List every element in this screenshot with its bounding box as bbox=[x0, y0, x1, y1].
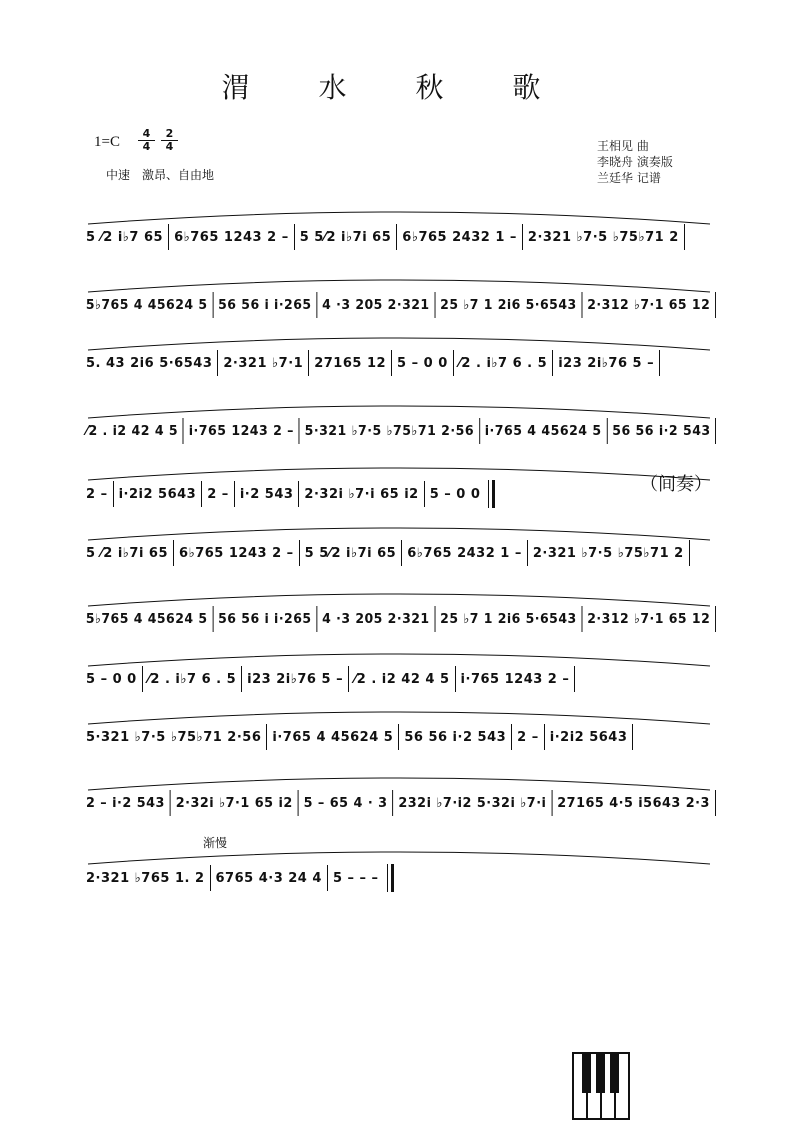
measure: 27165 12 bbox=[314, 355, 387, 371]
measure: i·765 4 45624 5 bbox=[484, 423, 602, 439]
measure: 56 56 i i·265 bbox=[218, 297, 312, 313]
measure: i·765 1243 2 – bbox=[460, 671, 570, 687]
staff-line bbox=[82, 462, 716, 510]
performer-credit: 李晓舟 演奏版 bbox=[597, 155, 673, 169]
barline bbox=[348, 666, 349, 692]
measure: 4 ·3 205 2·321 bbox=[322, 611, 430, 627]
barline bbox=[715, 790, 716, 816]
measure: 5♭765 4 45624 5 bbox=[85, 297, 208, 313]
measure: 6♭765 2432 1 – bbox=[402, 229, 517, 245]
barline bbox=[582, 292, 583, 318]
measure: 2·321 ♭765 1. 2 bbox=[86, 870, 205, 886]
barline bbox=[659, 350, 660, 376]
barline bbox=[217, 350, 218, 376]
barline bbox=[210, 865, 211, 891]
barline bbox=[168, 224, 169, 250]
barline bbox=[396, 224, 397, 250]
measure: 2·321 ♭7·5 ♭75♭71 2 bbox=[527, 229, 679, 245]
barline bbox=[715, 292, 716, 318]
barline bbox=[299, 418, 300, 444]
staff-line bbox=[82, 648, 716, 696]
barline bbox=[113, 481, 114, 507]
barline bbox=[424, 481, 425, 507]
measure: ⁄2 . i♭7 6 . 5 bbox=[147, 671, 237, 687]
barline bbox=[298, 790, 299, 816]
barline bbox=[455, 666, 456, 692]
measure: i·765 1243 2 – bbox=[188, 423, 294, 439]
measure: 5 5⁄2 i♭7i 65 bbox=[299, 229, 392, 245]
measure: 6♭765 1243 2 – bbox=[179, 545, 294, 561]
staff-line bbox=[82, 332, 716, 380]
measure: 2·32i ♭7·1 65 i2 bbox=[175, 795, 293, 811]
slur-arc bbox=[82, 462, 716, 482]
piano-keys-logo-icon bbox=[572, 1052, 632, 1121]
measure: 5 – 0 0 bbox=[397, 355, 448, 371]
slur-arc bbox=[82, 648, 716, 668]
barline bbox=[266, 724, 267, 750]
barline bbox=[511, 724, 512, 750]
slur-arc bbox=[82, 332, 716, 352]
staff-line bbox=[82, 846, 716, 894]
barline bbox=[173, 540, 174, 566]
barline bbox=[294, 224, 295, 250]
slur-arc bbox=[82, 588, 716, 608]
slur-arc bbox=[82, 706, 716, 726]
measure: 27165 4·5 i5643 2·3 bbox=[557, 795, 710, 811]
measure: 25 ♭7 1 2i6 5·6543 bbox=[440, 297, 577, 313]
barline bbox=[716, 418, 717, 444]
measure: i·2i2 5643 bbox=[118, 486, 197, 502]
staff-line bbox=[82, 706, 716, 754]
final-barline bbox=[488, 480, 495, 508]
measure: 6♭765 2432 1 – bbox=[407, 545, 522, 561]
slur-arc bbox=[82, 846, 716, 866]
interlude-label: （间奏） bbox=[640, 474, 712, 495]
barline bbox=[401, 540, 402, 566]
measure: 5. 43 2i6 5·6543 bbox=[86, 355, 213, 371]
measure: i·2i2 5643 bbox=[549, 729, 628, 745]
measure: 5 5⁄2 i♭7i 65 bbox=[304, 545, 397, 561]
barline bbox=[298, 481, 299, 507]
measure: 2·321 ♭7·5 ♭75♭71 2 bbox=[532, 545, 684, 561]
meter-4-4 bbox=[138, 128, 155, 153]
staff-line bbox=[82, 274, 716, 322]
barline bbox=[299, 540, 300, 566]
barline bbox=[689, 540, 690, 566]
measure: 5 – 0 0 bbox=[86, 671, 137, 687]
barline bbox=[241, 666, 242, 692]
staff-line bbox=[82, 206, 716, 254]
barline bbox=[522, 224, 523, 250]
barline bbox=[398, 724, 399, 750]
credits bbox=[597, 138, 673, 186]
composer-credit: 王相见 曲 bbox=[597, 139, 649, 153]
barline bbox=[234, 481, 235, 507]
barline bbox=[142, 666, 143, 692]
ritardando-marking: 渐慢 bbox=[203, 836, 228, 850]
measure: ⁄2 . i2 42 4 5 bbox=[85, 423, 179, 439]
meter-denominator: 4 bbox=[142, 140, 151, 153]
meter-numerator: 4 bbox=[142, 127, 151, 140]
measure: 232i ♭7·i2 5·32i ♭7·i bbox=[398, 795, 547, 811]
barline bbox=[606, 418, 607, 444]
transcriber-credit: 兰廷华 记谱 bbox=[597, 171, 661, 185]
final-barline bbox=[387, 864, 394, 892]
barline bbox=[308, 350, 309, 376]
meter-denominator: 4 bbox=[165, 140, 174, 153]
measure: 5♭765 4 45624 5 bbox=[85, 611, 208, 627]
measure: 2 – bbox=[517, 729, 539, 745]
measure: 6♭765 1243 2 – bbox=[174, 229, 289, 245]
staff-line bbox=[82, 772, 716, 820]
barline bbox=[544, 724, 545, 750]
measure: i·765 4 45624 5 bbox=[272, 729, 394, 745]
measure: 5 – – – bbox=[332, 870, 379, 886]
barline bbox=[632, 724, 633, 750]
slur-arc bbox=[82, 206, 716, 226]
barline bbox=[684, 224, 685, 250]
measure: 2·312 ♭7·1 65 12 bbox=[587, 297, 711, 313]
measure: 5·321 ♭7·5 ♭75♭71 2·56 bbox=[304, 423, 475, 439]
measure: i·2 543 bbox=[239, 486, 294, 502]
slur-arc bbox=[82, 522, 716, 542]
measure: 4 ·3 205 2·321 bbox=[322, 297, 430, 313]
barline bbox=[551, 790, 552, 816]
measure: ⁄2 . i2 42 4 5 bbox=[354, 671, 450, 687]
key-signature: 1=C bbox=[94, 134, 120, 150]
barline bbox=[392, 790, 393, 816]
measure: 2·32i ♭7·i 65 i2 bbox=[304, 486, 419, 502]
staff-line bbox=[82, 400, 716, 448]
time-signatures bbox=[138, 128, 178, 153]
barline bbox=[434, 292, 435, 318]
measure: 5·321 ♭7·5 ♭75♭71 2·56 bbox=[86, 729, 262, 745]
barline bbox=[479, 418, 480, 444]
barline bbox=[453, 350, 454, 376]
barline bbox=[574, 666, 575, 692]
barline bbox=[434, 606, 435, 632]
tempo-marking: 中速 激昂、自由地 bbox=[106, 168, 215, 182]
slur-arc bbox=[82, 274, 716, 294]
measure: 6765 4·3 24 4 bbox=[215, 870, 322, 886]
barline bbox=[212, 292, 213, 318]
barline bbox=[212, 606, 213, 632]
barline bbox=[201, 481, 202, 507]
measure: 5 – 65 4 · 3 bbox=[303, 795, 388, 811]
barline bbox=[391, 350, 392, 376]
barline bbox=[715, 606, 716, 632]
barline bbox=[552, 350, 553, 376]
score-title: 渭 水 秋 歌 bbox=[221, 71, 571, 104]
measure: 5 – 0 0 bbox=[429, 486, 481, 502]
measure: 25 ♭7 1 2i6 5·6543 bbox=[440, 611, 577, 627]
barline bbox=[527, 540, 528, 566]
measure: 2·321 ♭7·1 bbox=[223, 355, 304, 371]
measure: 5 ⁄2 i♭7i 65 bbox=[86, 545, 169, 561]
barline bbox=[316, 606, 317, 632]
slur-arc bbox=[82, 772, 716, 792]
barline bbox=[170, 790, 171, 816]
barline bbox=[582, 606, 583, 632]
measure: 56 56 i i·265 bbox=[218, 611, 312, 627]
barline bbox=[183, 418, 184, 444]
slur-arc bbox=[82, 400, 716, 420]
barline bbox=[327, 865, 328, 891]
staff-line bbox=[82, 522, 716, 570]
meter-numerator: 2 bbox=[165, 127, 174, 140]
measure: i23 2i♭76 5 – bbox=[247, 671, 344, 687]
measure: 56 56 i·2 543 bbox=[612, 423, 711, 439]
measure: i23 2i♭76 5 – bbox=[558, 355, 655, 371]
measure: 2 – i·2 543 bbox=[85, 795, 165, 811]
staff-line bbox=[82, 588, 716, 636]
measure: 2 – bbox=[86, 486, 108, 502]
measure: ⁄2 . i♭7 6 . 5 bbox=[458, 355, 548, 371]
barline bbox=[316, 292, 317, 318]
measure: 2 – bbox=[207, 486, 229, 502]
measure: 56 56 i·2 543 bbox=[404, 729, 507, 745]
meter-2-4 bbox=[161, 128, 178, 153]
measure: 5 ⁄2 i♭7 65 bbox=[86, 229, 164, 245]
measure: 2·312 ♭7·1 65 12 bbox=[587, 611, 711, 627]
